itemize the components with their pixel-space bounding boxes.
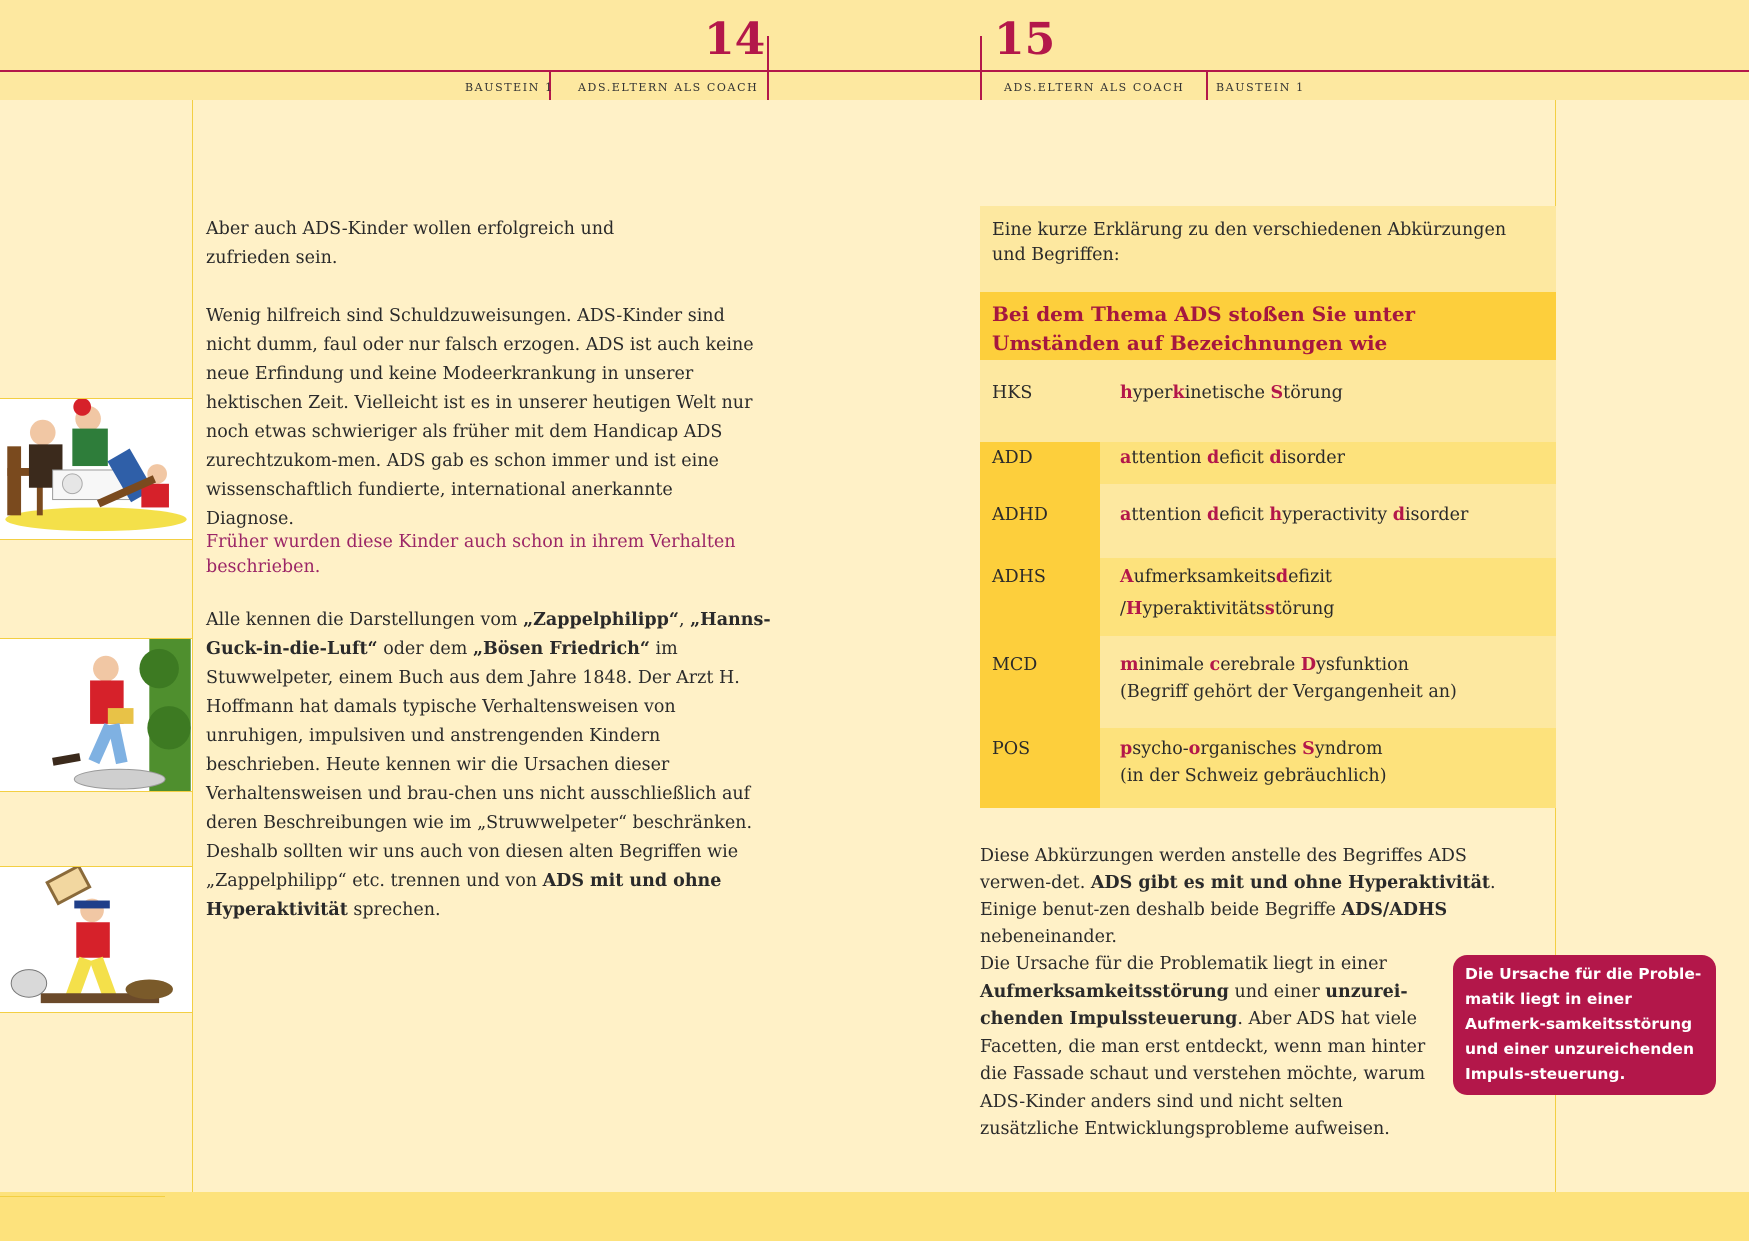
text-run: ttention (1131, 448, 1208, 468)
definition-line (1120, 564, 1556, 591)
text-run: rganisches (1200, 739, 1303, 759)
highlight-frueher: Früher wurden diese Kinder auch schon in ihrem Verhalten beschrieben. (206, 532, 736, 577)
initial-letter: m (1120, 655, 1139, 675)
initial-letter: S (1302, 739, 1315, 759)
glossary-row-hks (980, 360, 1556, 442)
glossary-definition (1100, 360, 1556, 442)
paragraph-ursache (980, 951, 1438, 1144)
glossary-box (980, 206, 1556, 808)
initial-letter: h (1120, 383, 1133, 403)
initial-letter: d (1207, 505, 1220, 525)
definition-line (1120, 502, 1556, 529)
glossary-definition (1100, 636, 1556, 728)
text-run: sycho- (1132, 739, 1189, 759)
glossary-row-adhs (980, 558, 1556, 636)
term-ads-mit-ohne-hyperaktivitaet: ADS gibt es mit und ohne Hyperaktivität (1090, 873, 1490, 893)
illustration-zappelphilipp (0, 398, 192, 540)
text-run: isorder (1281, 448, 1345, 468)
text-run: ufmerksamkeits (1133, 567, 1276, 587)
header-rule (0, 70, 1749, 72)
definition-line (1120, 596, 1556, 623)
glossary-definition (1100, 728, 1556, 808)
initial-letter: S (1270, 383, 1284, 403)
illustration-hanns-guck-in-die-luft (0, 638, 192, 792)
text-run: und einer (1228, 981, 1326, 1002)
definition-line (1120, 679, 1556, 706)
glossary-row-mcd (980, 636, 1556, 728)
text-run: / (1120, 599, 1126, 619)
definition-line (1120, 380, 1556, 407)
glossary-definition (1100, 484, 1556, 558)
glossary-definition (1100, 558, 1556, 636)
term-hanns-guck-in-die-luft: „Hanns-Guck-in-die-Luft“ (206, 610, 771, 659)
term-aufmerksamkeitsstoerung: Aufmerksamkeitsstörung (980, 981, 1229, 1002)
initial-letter: d (1207, 448, 1220, 468)
text-run: yndrom (1314, 739, 1383, 759)
glossary-rows (980, 360, 1556, 808)
text-run: Alle kennen die Darstellungen vom (206, 610, 524, 630)
text-run: inimale (1138, 655, 1210, 675)
text-run: ttention (1131, 505, 1208, 525)
text-run: sprechen. (347, 900, 441, 920)
text-run: törung (1283, 383, 1343, 403)
initial-letter: d (1269, 448, 1282, 468)
text-run: yperaktivitäts (1142, 599, 1265, 619)
initial-letter: s (1264, 599, 1275, 619)
text-run: yper (1132, 383, 1173, 403)
initial-letter: o (1188, 739, 1201, 759)
gutter-tick-right (980, 36, 982, 100)
hanns-guck-in-die-luft-drawing (0, 639, 192, 791)
text-run: yperactivity (1282, 505, 1393, 525)
glossary-definition (1100, 442, 1556, 484)
text-run: , (678, 610, 691, 630)
text-run: eficit (1219, 505, 1270, 525)
initial-letter: d (1392, 505, 1405, 525)
glossary-heading: Bei dem Thema ADS stoßen Sie unter Umständen auf Bezeichnungen wie (980, 292, 1556, 360)
footer-rule (0, 1196, 165, 1197)
term-zappelphilipp: „Zappelphilipp“ (523, 610, 679, 630)
text-run: isorder (1404, 505, 1469, 525)
definition-line (1120, 763, 1556, 790)
glossary-abbreviation: ADHD (980, 484, 1100, 558)
initial-letter: a (1120, 505, 1132, 525)
page-number-right: 15 (994, 14, 1056, 65)
paragraph-abkuerzungen (980, 843, 1540, 951)
text-run: Diese Abkürzungen werden anstelle des Begriffes ADS verwen-det. (980, 846, 1467, 893)
glossary-row-adhd (980, 484, 1556, 558)
text-run: erebrale (1220, 655, 1301, 675)
glossary-abbreviation: POS (980, 728, 1100, 808)
header-band (0, 0, 1749, 100)
left-margin-line (192, 100, 193, 1192)
glossary-abbreviation: MCD (980, 636, 1100, 728)
glossary-row-add (980, 442, 1556, 484)
definition-line (1120, 652, 1556, 679)
illustration-boeser-friedrich (0, 866, 192, 1013)
glossary-row-pos (980, 728, 1556, 808)
term-ads-adhs: ADS/ADHS (1341, 900, 1448, 920)
text-run: Die Ursache für die Problematik liegt in einer (980, 954, 1387, 974)
initial-letter: k (1172, 383, 1185, 403)
text-run: (Begriff gehört der Vergangenheit an) (1120, 682, 1457, 702)
paragraph-schuldzuweisungen: Wenig hilfreich sind Schuldzuweisungen. ADS-Kinder sind nicht dumm, faul oder nur falsch erzogen. ADS ist auch keine neue Erfindung und keine Modeerkrankung in unserer hektischen Zeit. Vielleicht ist es in unserer heutigen Welt nur noch etwas schwieriger als früher mit dem Handicap ADS zurechtzukom-men. ADS gab es schon immer und ist eine wissenschaftlich fundierte, international anerkannte Diagnose. (206, 306, 754, 529)
initial-letter: a (1120, 448, 1132, 468)
text-run: efizit (1288, 567, 1332, 587)
text-run: törung (1274, 599, 1335, 619)
text-run: (in der Schweiz gebräuchlich) (1120, 766, 1387, 786)
running-head-baustein-right: BAUSTEIN 1 (1216, 81, 1305, 94)
initial-letter: A (1120, 567, 1134, 587)
text-run: inetische (1184, 383, 1271, 403)
text-run: ysfunktion (1316, 655, 1409, 675)
running-head-title-left: ADS.ELTERN ALS COACH (578, 81, 759, 94)
paragraph-struwwelpeter (206, 606, 772, 925)
term-impulssteuerung: unzurei-chenden Impulssteuerung (980, 981, 1408, 1029)
text-run: . Einige benut-zen deshalb beide Begriffe (980, 873, 1496, 920)
callout-box: Die Ursache für die Proble-matik liegt in einer Aufmerk-samkeitsstörung und einer unzureichenden Impuls-steuerung. (1453, 955, 1716, 1095)
gutter-tick-left (767, 36, 769, 100)
definition-line (1120, 445, 1556, 472)
initial-letter: h (1269, 505, 1283, 525)
text-run: nebeneinander. (980, 927, 1117, 947)
glossary-abbreviation: ADD (980, 442, 1100, 484)
initial-letter: d (1275, 567, 1289, 587)
glossary-abbreviation: HKS (980, 360, 1100, 442)
initial-letter: p (1120, 739, 1133, 759)
definition-line (1120, 736, 1556, 763)
text-run: eficit (1219, 448, 1270, 468)
initial-letter: c (1209, 655, 1221, 675)
text-run: . Aber ADS hat viele Facetten, die man erst entdeckt, wenn man hinter die Fassade schaut und verstehen möchte, warum ADS-Kinder anders sind und nicht selten zusätzliche Entwicklungsprobleme aufweisen. (980, 1009, 1426, 1139)
intro-paragraph: Aber auch ADS-Kinder wollen erfolgreich und zufrieden sein. (206, 219, 615, 268)
running-head-baustein-left: BAUSTEIN 1 (465, 81, 554, 94)
text-run: oder dem (377, 639, 473, 659)
glossary-intro: Eine kurze Erklärung zu den verschiedenen Abkürzungen und Begriffen: (980, 206, 1556, 292)
initial-letter: D (1300, 655, 1316, 675)
running-divider-right (1206, 72, 1208, 100)
boeser-friedrich-drawing (0, 867, 192, 1012)
term-ads-mit-ohne-hyperaktivitaet: ADS mit und ohne Hyperaktivität (206, 871, 722, 920)
footer-band (0, 1192, 1749, 1241)
term-boeser-friedrich: „Bösen Friedrich“ (472, 639, 650, 659)
glossary-abbreviation: ADHS (980, 558, 1100, 636)
text-run: im Stuwwelpeter, einem Buch aus dem Jahre 1848. Der Arzt H. Hoffmann hat damals typische Verhaltensweisen von unruhigen, impulsiven und anstrengenden Kindern beschrieben. Heute kennen wir die Ursachen dieser Verhaltensweisen und brau-chen uns nicht ausschließlich auf deren Beschreibungen wie im „Struwwelpeter“ beschränken. Deshalb sollten wir uns auch von diesen alten Begriffen wie „Zappelphilipp“ etc. trennen und von (206, 639, 753, 891)
page-number-left: 14 (704, 14, 766, 65)
initial-letter: H (1125, 599, 1143, 619)
zappelphilipp-drawing (0, 399, 192, 539)
running-head-title-right: ADS.ELTERN ALS COACH (1004, 81, 1185, 94)
